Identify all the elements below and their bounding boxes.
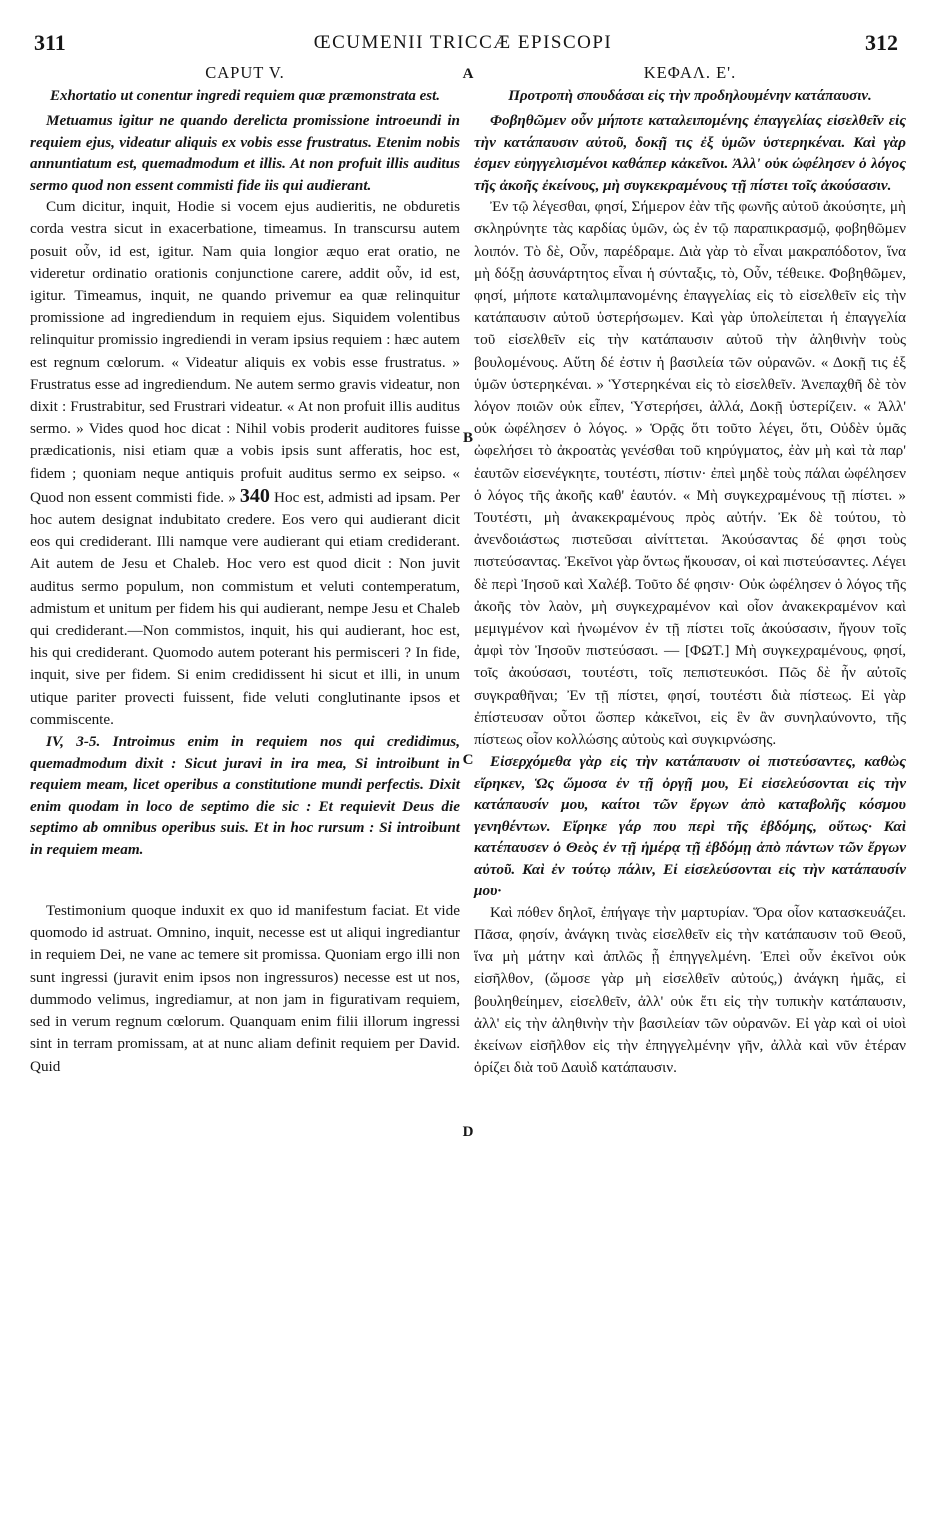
latin-argument: Exhortatio ut conentur ingredi requiem quæ præmonstrata est. [49,88,441,105]
latin-commentary-part1: Cum dicitur, inquit, Hodie si vocem ejus audieritis, ne obduretis corda vestra sicut in exacerbatione, timeamus. In transcursu autem posuit οὖν, id est, igitur. Nam quia longior æquo erat oratio, ne videretur ordinatio orationis conjunctione carere, addit οὖν, id est, igitur. Timeamus, inquit, ne quando privemur ea quæ relinquitur promissione ad ingrediendum in requiem ejus. Siquidem volentibus relinquitur promissio ingrediendi in veram ipsius requiem : hæc autem est regnum cœlorum. « Videatur aliquis ex vobis esse frustratus. » Frustratus esse ad ingrediendum. Ne autem sermo gravis videatur, non dixit : Frustrabitur, sed Frustrari videatur. « At non profuit illis auditus sermo. » Vides quod hoc dicat : Nihil vobis proderit auditores fuisse prædicationis, nisi etiam quæ a vobis ipsis sunt afferatis, hoc est, fidem ; quoniam neque antiquis profuit auditus sermo ex seipso. « Quod non essent commisti fide. » [30,198,460,506]
margin-marker-c: C [462,752,474,768]
latin-column [30,60,460,1078]
margin-marker-b: B [462,430,473,446]
greek-scripture-text-2: Εἰσερχόμεθα γὰρ εἰς τὴν κατάπαυσιν οἱ πιστεύσαντες, καθὼς εἴρηκεν, Ὡς ὤμοσα ἐν τῇ ὀργῇ μου, Εἰ εἰσελεύσονται εἰς τὴν κατάπαυσίν μου, καίτοι τῶν ἔργων ἀπὸ καταβολῆς κόσμου γενηθέντων. Εἴρηκε γάρ που περὶ τῆς ἑβδόμης, οὕτως· Καὶ κατέπαυσεν ὁ Θεὸς ἐν τῇ ἡμέρᾳ τῇ ἑβδόμῃ ἀπὸ πάντων τῶν ἔργων αὐτοῦ. Καὶ ἐν τούτῳ πάλιν, Εἰ εἰσελεύσονται εἰς τὴν κατάπαυσίν μου· [474,753,906,900]
page-header [28,30,898,62]
greek-scripture-text: Φοβηθῶμεν οὖν μήποτε καταλειπομένης ἐπαγγελίας εἰσελθεῖν εἰς τὴν κατάπαυσιν αὐτοῦ, δοκῇ τις ἐξ ὑμῶν ὑστερηκέναι. Καὶ γὰρ ἐσμεν εὐηγγελισμένοι καθάπερ κἀκεῖνοι. Ἀλλ' οὐκ ὠφέλησεν ὁ λόγος τῆς ἀκοῆς ἐκείνους, μὴ συγκεκραμένους τῇ πίστει τοῖς ἀκούσασιν. [474,112,906,194]
greek-chapter-heading: ΚΕΦΑΛ. Ε'. [643,63,737,82]
greek-column [474,60,906,1079]
latin-scripture-text: Metuamus igitur ne quando derelicta promissione introeundi in requiem ejus, videatur aliquis ex vobis esse frustratus. Etenim nobis annuntiatum est, quemadmodum et illis. At non profuit illis auditus sermo quod non essent commisti fide iis qui audierant. [30,112,460,194]
left-page-number: 311 [34,30,66,55]
latin-commentary-2: Testimonium quoque induxit ex quo id manifestum faciat. Et vide quomodo id astruat. Omnino, inquit, necesse est ut aliqui ingrediantur in requiem Dei, ne vane ac temere sit promissa. Quoniam ergo illi non sunt ingressi (juravit enim ipsos non ingressuros) necesse est ut nos, dummodo velimus, ingrediamur, at non jam in figurativam requiem, sed in verum regnum cœlorum. Quanquam enim filii illorum ingressi sint in terram promissam, at at nunc aliam definit requiem per David. Quid [30,902,460,1075]
greek-commentary-2: Καὶ πόθεν δηλοῖ, ἐπήγαγε τὴν μαρτυρίαν. Ὅρα οἷον κατασκευάζει. Πᾶσα, φησίν, ἀνάγκη τινὰς εἰσελθεῖν εἰς τὴν κατάπαυσιν τοῦ Θεοῦ, ἵνα μὴ μάτην καὶ ἁπλῶς ᾖ ἐπηγγελμένη. Ἐπεὶ οὖν ἐκεῖνοι οὐκ εἰσῆλθον, (ὤμοσε γὰρ μὴ εἰσελθεῖν αὐτούς,) ἀνάγκη ἡμᾶς, εἰ βουληθείημεν, εἰσελθεῖν, ἀλλ' οὐκ ἔτι εἰς τὴν τυπικὴν κατάπαυσιν, ἀλλ' εἰς τὴν ἀληθινὴν τὴν βασιλείαν τῶν οὐρανῶν. Εἰ γὰρ καὶ οἱ υἱοὶ ἐκείνων εἰσῆλθον εἰς τὴν ἐπηγγελμένην γῆν, ἀλλὰ καὶ νῦν ἑτέραν ὁρίζει διὰ τοῦ Δαυὶδ κατάπαυσιν. [474,903,906,1077]
greek-argument: Προτροπὴ σπουδάσαι εἰς τὴν προδηλουμένην κατάπαυσιν. [508,88,872,105]
latin-chapter-heading: CAPUT V. [205,63,285,82]
page-mark: 340 [239,484,270,507]
greek-commentary: Ἐν τῷ λέγεσθαι, φησί, Σήμερον ἐὰν τῆς φωνῆς αὐτοῦ ἀκούσητε, μὴ σκληρύνητε τὰς καρδίας ὑμῶν, ὡς ἐν τῷ παραπικρασμῷ, φοβηθῶμεν λοιπόν. Τὸ δὲ, Οὖν, παρέδραμε. Διὰ γὰρ τὸ εἶναι μακραπόδοτον, ἵνα μὴ δόξῃ ἀσυνάρτητος εἶναι ἡ σύνταξις, τὸ, Οὖν, τέθεικε. Φοβηθῶμεν, φησί, μήποτε καταλιμπανομένης ἐπαγγελίας εἰς τὸ εἰσελθεῖν εἰς τὴν κατάπαυσιν αὐτοῦ ὑστερήσωμεν. Καὶ γὰρ ὑπολείπεται ἡ ἐπαγγελία τοῦ εἰσελθεῖν εἰς τὴν κατάπαυσιν αὐτοῦ τὴν ἀληθινὴν τοὺς βουλομένους. Αὕτη δέ ἐστιν ἡ βασιλεία τῶν οὐρανῶν. « Δοκῇ τις ἐξ ὑμῶν ὑστερηκέναι. » Ὑστερηκέναι εἰς τὸ εἰσελθεῖν. Ἀνεπαχθῆ δὲ τὸν λόγον ποιῶν οὐκ εἶπεν, Ὑστερήσει, ἀλλά, Δοκῇ ὑστερίζειν. « Ἀλλ' οὐκ ὠφέλησεν ὁ λόγος. » Ὁρᾷς ὅτι τοῦτο λέγει, ὅτι, Οὐδὲν ὑμᾶς ὠφελήσει τὸ ἀκροατὰς γενέσθαι τοῦ κηρύγματος, ἐὰν μὴ καὶ τὰ παρ' ἑαυτῶν εἰσενέγκητε, τουτέστι, πίστιν· ἐπεὶ μηδὲ τοὺς πάλαι ὠφέλησεν ὁ λόγος τῆς ἀκοῆς καθ' ἑαυτόν. « Μὴ συγκεχραμένους τῇ πίστει. » Τουτέστι, μὴ ἀνακεκραμένους πρὸς αὐτήν. Ἐκ δὲ τούτου, τὸ ἀνενδοιάστως πιστεῦσαι αἰνίττεται. Ἀκούσαντας δέ φησι τοὺς πιστεύσαντας. Ἐκεῖνοι γὰρ ὄντως ἤκουσαν, οἱ καὶ πιστεύσαντες. Λέγει δὲ περὶ Ἰησοῦ καὶ Χαλέβ. Τοῦτο δέ φησιν· Οὐκ ὠφέλησεν ὁ λόγος τῆς ἀκοῆς τὸν λαὸν, μὴ συγκεχραμένον καὶ οἷον ἀνακεκραμένον καὶ μεμιγμένον καὶ ἡνωμένον ἐν τῇ πίστει τοῖς ἀκούσασιν, ἤγουν τοῖς ἀμφὶ τὸν Ἰησοῦν πιστεύσασι. — [ΦΩΤ.] Μὴ συγκεχραμένους, φησί, τοῖς ἀκούσασι, τουτέστι, τοῖς πεπιστευκόσι. Πῶς δὲ ἦν αὐτοῖς συγκραθῆναι; Ἐν τῇ πίστει, φησί, τουτέστι διὰ πίστεως. Εἰ γὰρ ἐπίστευσαν οὗτοι ὥσπερ κἀκεῖνοι, εἰς ἓν ἂν συνηλαύνοντο, τῆς πίστεως οἷον κολλώσης αὐτοὺς καὶ συγκιρνώσης. [474,198,906,749]
latin-scripture-text-2: IV, 3-5. Introimus enim in requiem nos qui credidimus, quemadmodum dixit : Sicut juravi in ira mea, Si introibunt in requiem meam, licet operibus a constitutione mundi perfectis. Dixit enim quodam in loco de septimo die sic : Et requievit Deus die septimo ab omnibus operibus suis. Et in hoc rursum : Si introibunt in requiem meam. [30,733,460,858]
right-page-number: 312 [865,30,898,55]
latin-commentary-part2: Hoc est, admisti ad ipsam. Per hoc autem designat indubitato credere. Eos vero qui audierant dicit eos qui crediderant. Illi namque vere audierant qui etiam crediderant. Ait autem de Jesu et Chaleb. Hoc vero est quod dicit : Non juvit auditus sermo populum, non commistum et veluti contemperatum, admistum et unitum per fidem his qui audierant, nempe Jesu et Chaleb qui crediderant.—Non commistos, inquit, his qui audierant, hoc est, his qui crediderant. Quomodo autem poterant his permisceri ? In fide, inquit, sive per fidem. Si enim credidissent hi sicut et illi, in unum utique pariter provecti fuissent, fide veluti conglutinante ipsos et commiscente. [30,488,461,728]
latin-commentary [30,196,460,731]
margin-marker-d: D [462,1124,474,1140]
margin-marker-a: A [462,66,474,82]
running-title: ŒCUMENII TRICCÆ EPISCOPI [313,32,613,53]
